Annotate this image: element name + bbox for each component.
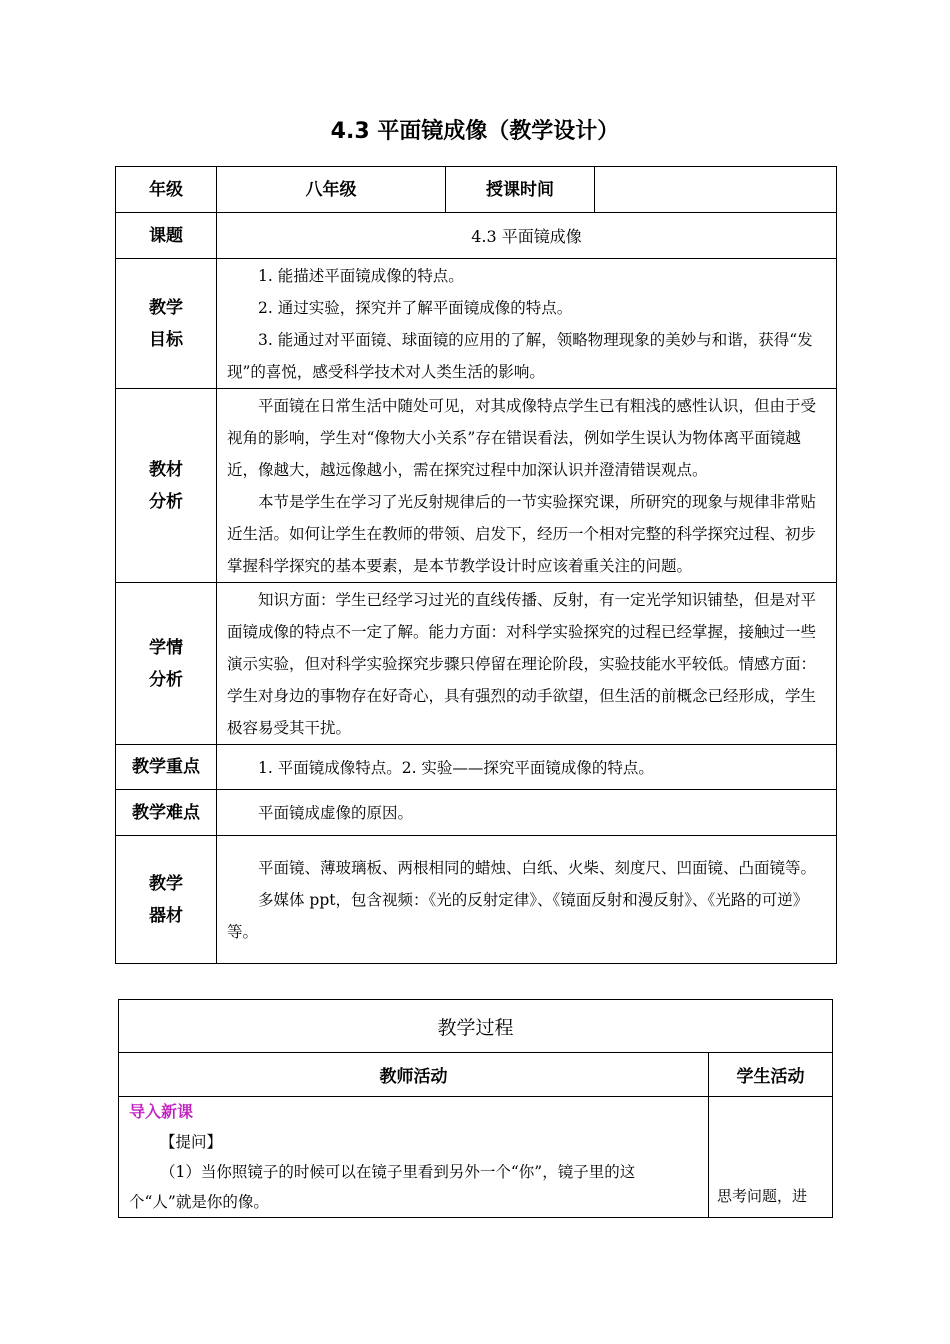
key-points-label: 教学重点: [116, 745, 217, 790]
grade-value: 八年级: [217, 167, 446, 213]
equipment-label-line-2: 器材: [149, 905, 183, 926]
material-analysis-row: [116, 389, 837, 583]
process-heading-row: [119, 1000, 833, 1053]
objectives-label: [116, 259, 217, 389]
grade-label: 年级: [116, 167, 217, 213]
equipment-label-line-1: 教学: [149, 873, 183, 894]
process-content-row: [119, 1097, 833, 1218]
lesson-info-table: [115, 166, 837, 964]
equipment-paragraph: 多媒体 ppt，包含视频：《光的反射定律》、《镜面反射和漫反射》、《光路的可逆》等。: [227, 891, 809, 941]
topic-value: 4.3 平面镜成像: [217, 213, 837, 259]
section-title: 导入新课: [129, 1102, 194, 1121]
material-label-line-1: 教材: [149, 459, 183, 480]
student-label-line-2: 分析: [149, 669, 183, 690]
student-label-line-1: 学情: [149, 637, 183, 658]
student-analysis-label: [116, 583, 217, 745]
teacher-activity-cell: [119, 1097, 709, 1218]
question-tag: 【提问】: [160, 1133, 223, 1151]
objectives-content: [217, 259, 837, 389]
process-heading: 教学过程: [119, 1000, 833, 1053]
student-activity-cell: 思考问题，进: [709, 1097, 833, 1218]
time-value: [595, 167, 837, 213]
material-paragraph: 本节是学生在学习了光反射规律后的一节实验探究课，所研究的现象与规律非常贴近生活。如何让学生在教师的带领、启发下，经历一个相对完整的科学探究过程、初步掌握科学探究的基本要素，是本节教学设计时应该着重关注的问题。: [227, 493, 817, 575]
objectives-row: [116, 259, 837, 389]
teaching-process-table: [118, 999, 833, 1218]
topic-label: 课题: [116, 213, 217, 259]
student-analysis-content: [217, 583, 837, 745]
equipment-content: [217, 836, 837, 964]
equipment-label: [116, 836, 217, 964]
material-paragraph: 平面镜在日常生活中随处可见，对其成像特点学生已有粗浅的感性认识，但由于受视角的影响，学生对“像物大小关系”存在错误看法，例如学生误认为物体离平面镜越近，像越大，越远像越小，需在探究过程中加深认识并澄清错误观点。: [227, 397, 817, 479]
key-points-text: 1. 平面镜成像特点。2. 实验——探究平面镜成像的特点。: [258, 758, 654, 777]
difficulties-text: 平面镜成虚像的原因。: [258, 804, 414, 822]
topic-row: [116, 213, 837, 259]
material-analysis-label: [116, 389, 217, 583]
key-points-content: [217, 745, 837, 790]
objective-item: 2. 通过实验，探究并了解平面镜成像的特点。: [258, 299, 573, 317]
equipment-row: [116, 836, 837, 964]
time-label: 授课时间: [446, 167, 595, 213]
material-analysis-content: [217, 389, 837, 583]
difficulties-row: [116, 790, 837, 836]
student-activity-header: 学生活动: [709, 1053, 833, 1097]
objective-item: 3. 能通过对平面镜、球面镜的应用的了解，领略物理现象的美妙与和谐，获得“发现”的喜悦，感受科学技术对人类生活的影响。: [227, 331, 813, 381]
key-points-row: [116, 745, 837, 790]
student-analysis-text: 知识方面：学生已经学习过光的直线传播、反射，有一定光学知识铺垫，但是对平面镜成像的特点不一定了解。能力方面：对科学实验探究的过程已经掌握，接触过一些演示实验，但对科学实验探究步骤只停留在理论阶段，实验技能水平较低。情感方面：学生对身边的事物存在好奇心，具有强烈的动手欲望，但生活的前概念已经形成，学生极容易受其干扰。: [227, 591, 817, 737]
material-label-line-2: 分析: [149, 491, 183, 512]
grade-row: [116, 167, 837, 213]
student-analysis-row: [116, 583, 837, 745]
question-text: （1）当你照镜子的时候可以在镜子里看到另外一个“你”，镜子里的这个“人”就是你的像。: [129, 1163, 636, 1211]
teacher-activity-header: 教师活动: [119, 1053, 709, 1097]
objectives-label-line-1: 教学: [149, 297, 183, 318]
equipment-paragraph: 平面镜、薄玻璃板、两根相同的蜡烛、白纸、火柴、刻度尺、凹面镜、凸面镜等。: [258, 859, 817, 877]
page-title: 4.3 平面镜成像（教学设计）: [330, 119, 620, 144]
objective-item: 1. 能描述平面镜成像的特点。: [258, 267, 464, 285]
process-columns-row: [119, 1053, 833, 1097]
objectives-label-line-2: 目标: [149, 329, 183, 350]
difficulties-label: 教学难点: [116, 790, 217, 836]
difficulties-content: [217, 790, 837, 836]
